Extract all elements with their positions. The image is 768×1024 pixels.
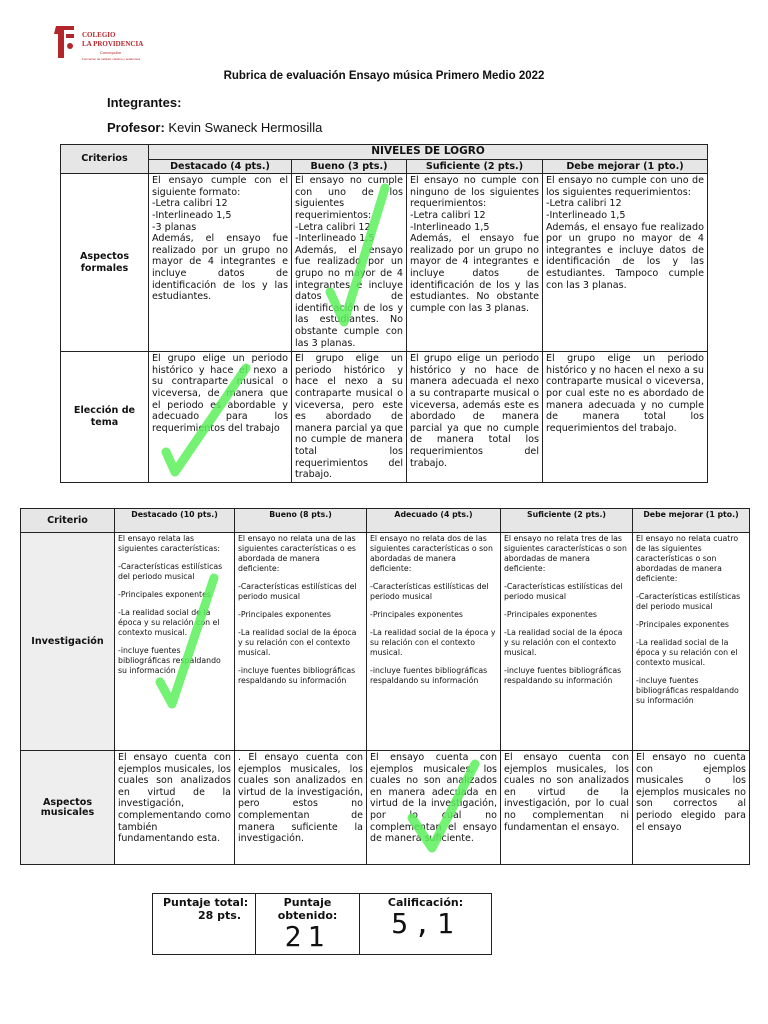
cell-line: -Características estilísticas del periodo musical: [118, 562, 223, 581]
cell-line: -Características estilísticas del periodo musical: [238, 582, 357, 601]
cell-spacer: [636, 612, 746, 620]
cell-line: El ensayo no cumple con uno de los siguientes requerimientos:: [546, 175, 704, 198]
criteria-header: Criterio: [21, 509, 115, 533]
cell-line: -Principales exponentes: [504, 610, 597, 619]
level-header: Suficiente (2 pts.): [407, 159, 543, 174]
cell-line: -Principales exponentes: [238, 610, 331, 619]
cell-spacer: [636, 630, 746, 638]
rubric-cell: [501, 751, 633, 865]
logo-line-3: Concepción: [100, 50, 122, 55]
rubric-cell: [235, 751, 367, 865]
grade-value: 5,1: [391, 907, 460, 940]
level-header: Adecuado (4 pts.): [367, 509, 501, 533]
rubric-cell: [115, 533, 235, 751]
rubric-cell: [292, 174, 407, 352]
cell-line: -Interlineado 1,5: [546, 209, 626, 221]
cell-line: -Características estilísticas del periodo musical: [504, 582, 623, 601]
teacher-line: [107, 120, 322, 135]
cell-line: -Principales exponentes: [370, 610, 463, 619]
cell-line: -incluye fuentes bibliográficas respaldando su información: [370, 666, 488, 685]
cell-line: -incluye fuentes bibliográficas respaldando su información: [238, 666, 356, 685]
score-table: [152, 893, 492, 955]
rubric-table-content: [20, 508, 750, 865]
cell-spacer: [504, 620, 629, 628]
rubric-cell: [633, 751, 750, 865]
rubric-cell: [149, 174, 292, 352]
teacher-name: Kevin Swaneck Hermosilla: [168, 120, 323, 135]
rubric-cell: [367, 533, 501, 751]
cell-line: -La realidad social de la época y su relación con el contexto musical.: [504, 628, 623, 657]
cell-line: El ensayo no relata una de las siguientes características o es abordada de manera deficiente:: [238, 534, 356, 573]
rubric-cell: [407, 352, 543, 483]
cell-line: El ensayo no relata tres de las siguientes características o son abordadas de manera deficiente:: [504, 534, 627, 573]
cell-line: -incluye fuentes bibliográficas respaldando su información: [636, 676, 739, 705]
criteria-header: Criterios: [61, 145, 149, 174]
cell-spacer: [238, 620, 363, 628]
obtained-score-label: Puntaje obtenido:: [277, 896, 338, 922]
logo-line-4: Formación de calidad, católica y académica: [82, 57, 141, 61]
levels-header: NIVELES DE LOGRO: [149, 145, 708, 160]
members-line: [107, 95, 181, 110]
cell-spacer: [118, 638, 231, 646]
total-score-value: 28 pts.: [198, 909, 241, 922]
cell-line: -La realidad social de la época y su relación con el contexto musical.: [118, 608, 220, 637]
grade-cell: [360, 894, 492, 955]
cell-spacer: [238, 658, 363, 666]
level-header: Bueno (3 pts.): [292, 159, 407, 174]
cell-line: El ensayo cumple con el siguiente formato:: [152, 175, 288, 198]
rubric-cell: [543, 174, 708, 352]
cell-spacer: [504, 658, 629, 666]
cell-line: El ensayo no cuenta con ejemplos musicales o los ejemplos musicales no son correctos al periodo elegido para el ensayo: [636, 752, 746, 833]
school-crest-icon: [52, 24, 78, 60]
cell-line: El ensayo cuenta con ejemplos musicales, los cuales no son analizados en manera adecuada en virtud de la investigación, por lo cual no complementan el ensayo de manera suficiente.: [370, 752, 497, 845]
cell-line: -Letra calibri 12: [546, 198, 622, 210]
cell-line: -Letra calibri 12: [295, 221, 371, 233]
cell-line: -La realidad social de la época y su relación con el contexto musical.: [636, 638, 738, 667]
cell-spacer: [238, 574, 363, 582]
cell-line: -Principales exponentes: [118, 590, 211, 599]
cell-line: -Principales exponentes: [636, 620, 729, 629]
cell-line: El ensayo no cumple con uno de los siguientes requerimientos:: [295, 175, 403, 221]
cell-spacer: [370, 602, 497, 610]
criterion-label: Investigación: [21, 533, 115, 751]
obtained-score-value: 21: [284, 920, 331, 953]
level-header: Debe mejorar (1 pto.): [633, 509, 750, 533]
rubric-cell: [407, 174, 543, 352]
cell-line: Además, el ensayo fue realizado por un grupo no mayor de 4 integrantes e incluye datos de identificación de los y las estudiantes. Tampoco cumple con las 3 planas.: [546, 221, 704, 291]
criterion-label: Aspectos musicales: [21, 751, 115, 865]
cell-line: Además, el ensayo fue realizado por un grupo no mayor de 4 integrantes e incluye datos de identificación de los y las estudiantes. No obstante cumple con las 3 planas.: [295, 244, 403, 349]
teacher-label: Profesor:: [107, 120, 165, 135]
rubric-cell: [235, 533, 367, 751]
cell-line: El grupo elige un periodo histórico y no hacen el nexo a su contraparte musical o viceversa, por cual este no es abordado de manera adecuada y no cumple de manera total los requerimientos del trabajo.: [546, 353, 704, 434]
obtained-score-cell: [256, 894, 360, 955]
document-title: Rubrica de evaluación Ensayo música Primero Medio 2022: [223, 70, 545, 82]
cell-line: -Letra calibri 12: [152, 198, 228, 210]
cell-line: -incluye fuentes bibliográficas respaldando su información: [118, 646, 221, 675]
cell-line: -La realidad social de la época y su relación con el contexto musical.: [370, 628, 496, 657]
cell-line: -Interlineado 1,5: [152, 209, 232, 221]
cell-spacer: [636, 584, 746, 592]
level-header: Bueno (8 pts.): [235, 509, 367, 533]
cell-line: -Interlineado 1,5: [295, 233, 375, 245]
cell-spacer: [636, 668, 746, 676]
cell-spacer: [504, 574, 629, 582]
cell-line: El ensayo cuenta con ejemplos musicales, los cuales son analizados en virtud de la investigación, complementando como también fundamentando esta.: [118, 752, 231, 845]
level-header: Debe mejorar (1 pto.): [543, 159, 708, 174]
cell-line: -incluye fuentes bibliográficas respaldando su información: [504, 666, 622, 685]
total-score-cell: [153, 894, 256, 955]
rubric-cell: [149, 352, 292, 483]
cell-line: -Características estilísticas del periodo musical: [370, 582, 489, 601]
logo-line-2: LA PROVIDENCIA: [82, 40, 144, 48]
cell-spacer: [118, 582, 231, 590]
cell-line: -3 planas: [152, 221, 197, 233]
level-header: Destacado (4 pts.): [149, 159, 292, 174]
cell-line: El ensayo relata las siguientes características:: [118, 534, 221, 553]
rubric-cell: [543, 352, 708, 483]
cell-line: El ensayo no cumple con ninguno de los siguientes requerimientos:: [410, 175, 539, 210]
cell-line: El ensayo no relata dos de las siguientes características o son abordadas de manera deficiente:: [370, 534, 493, 573]
school-logo: [52, 24, 212, 64]
level-header: Suficiente (2 pts.): [501, 509, 633, 533]
members-label: Integrantes:: [107, 95, 182, 110]
cell-line: Además, el ensayo fue realizado por un grupo no mayor de 4 integrantes e incluye datos de identificación de los y las estudiantes. No obstante cumple con las 3 planas.: [410, 233, 539, 314]
rubric-table-formal: [60, 144, 708, 483]
cell-line: El grupo elige un periodo histórico y hace el nexo a su contraparte musical o viceversa, de manera que el periodo es abordable y adecuado para los requerimientos del trabajo: [152, 353, 288, 434]
cell-line: -Características estilísticas del periodo musical: [636, 592, 741, 611]
cell-spacer: [370, 620, 497, 628]
level-header: Destacado (10 pts.): [115, 509, 235, 533]
cell-line: Además, el ensayo fue realizado por un grupo no mayor de 4 integrantes e incluye datos de identificación de los y las estudiantes.: [152, 233, 288, 303]
cell-spacer: [118, 600, 231, 608]
cell-line: El ensayo cuenta con ejemplos musicales, los cuales no son analizados en virtud de la investigación, por lo cual no complementan ni fundamentan el ensayo.: [504, 752, 629, 833]
criterion-label: Aspectos formales: [61, 174, 149, 352]
total-score-label: Puntaje total:: [163, 896, 249, 909]
cell-spacer: [238, 602, 363, 610]
grade-label: Calificación:: [387, 896, 464, 909]
cell-spacer: [370, 574, 497, 582]
rubric-cell: [115, 751, 235, 865]
rubric-cell: [633, 533, 750, 751]
cell-line: -La realidad social de la época y su relación con el contexto musical.: [238, 628, 357, 657]
rubric-cell: [501, 533, 633, 751]
rubric-cell: [367, 751, 501, 865]
cell-line: El grupo elige un periodo histórico y no hace de manera adecuada el nexo a su contraparte musical o viceversa, además este es abordado de manera parcial ya que no cumple de manera total los requerimientos del trabajo.: [410, 353, 539, 469]
cell-line: -Interlineado 1,5: [410, 221, 490, 233]
cell-line: El grupo elige un periodo histórico y hace el nexo a su contraparte musical o viceversa, pero este es abordado de manera parcial ya que no cumple de manera total los requerimientos del trabajo.: [295, 353, 403, 481]
cell-line: . El ensayo cuenta con ejemplos musicales, los cuales son analizados en virtud de la investigación, pero estos no complementan de manera suficiente la investigación.: [238, 752, 363, 845]
cell-spacer: [370, 658, 497, 666]
criterion-label: Elección de tema: [61, 352, 149, 483]
cell-spacer: [504, 602, 629, 610]
cell-spacer: [118, 554, 231, 562]
cell-line: -Letra calibri 12: [410, 209, 486, 221]
logo-line-1: COLEGIO: [82, 31, 116, 39]
cell-line: El ensayo no relata cuatro de las siguientes características o son abordadas de manera deficiente:: [636, 534, 739, 583]
rubric-cell: [292, 352, 407, 483]
